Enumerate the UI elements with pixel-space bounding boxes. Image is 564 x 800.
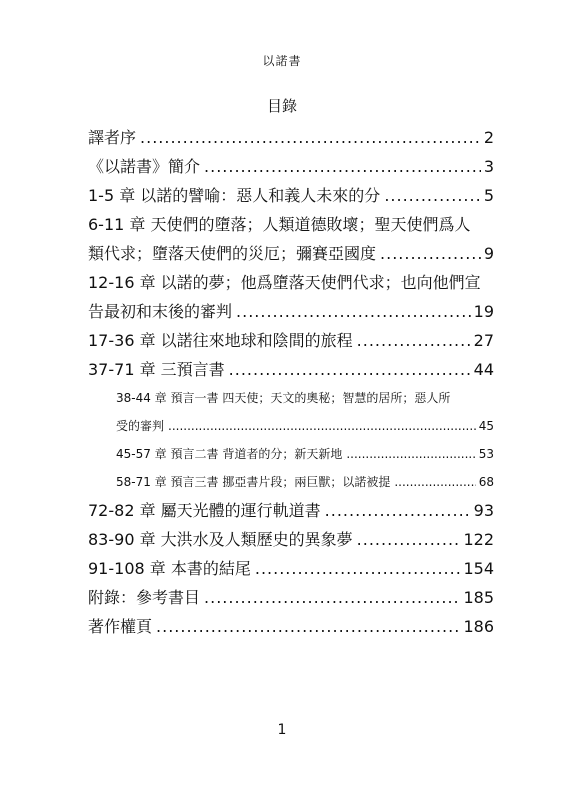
toc-entry-chapters-72-82[interactable]: [88, 496, 494, 525]
toc-sub-entry-chapters-45-57[interactable]: [116, 440, 494, 468]
toc-entry-preface[interactable]: [88, 123, 494, 152]
toc-entry-text-line2: 告最初和末後的審判: [88, 302, 233, 321]
dot-leader: [236, 297, 471, 326]
toc-sub-entry-chapters-58-71[interactable]: [116, 468, 494, 496]
toc-entry-chapters-17-36[interactable]: [88, 326, 494, 355]
toc-entry-page: 122: [463, 530, 494, 549]
toc-entry-text-line1: 12-16 章 以諾的夢；他爲墮落天使們代求；也向他們宣: [88, 273, 481, 292]
toc-entry-text: 37-71 章 三預言書: [88, 360, 225, 379]
toc-entry-text-line2: 受的審判: [116, 419, 165, 433]
dot-leader: [255, 554, 461, 583]
toc-entry-introduction[interactable]: [88, 152, 494, 181]
toc-entry-page: 93: [473, 501, 494, 520]
toc-entry-text: 72-82 章 屬天光體的運行軌道書: [88, 501, 321, 520]
toc-entry-page: 44: [473, 360, 494, 379]
toc-entry-text: 1-5 章 以諾的譬喻：惡人和義人未來的分: [88, 186, 381, 205]
dot-leader: [384, 181, 481, 210]
toc-entry-page: 27: [473, 331, 494, 350]
running-header: 以諾書: [262, 54, 302, 68]
dot-leader: [357, 525, 461, 554]
toc-entry-text: 58-71 章 預言三書 挪亞書片段；兩巨獸；以諾被提: [116, 475, 391, 489]
toc-entry-page: 53: [478, 447, 494, 461]
dot-leader: [168, 412, 476, 440]
toc-entry-page: 5: [483, 186, 494, 205]
toc-entry-text: 著作權頁: [88, 617, 153, 636]
toc-entry-page: 9: [483, 244, 494, 263]
dot-leader: [346, 440, 475, 468]
toc-entry-text: 45-57 章 預言二書 背道者的分；新天新地: [116, 447, 343, 461]
toc-entry-text: 《以諾書》簡介: [88, 157, 201, 176]
toc-entry-appendix[interactable]: [88, 583, 494, 612]
toc-entry-chapters-37-71[interactable]: [88, 355, 494, 384]
toc-entry-chapters-6-11[interactable]: [88, 210, 494, 268]
dot-leader: [357, 326, 471, 355]
toc-entry-chapters-91-108[interactable]: [88, 554, 494, 583]
dot-leader: [204, 152, 481, 181]
toc-entry-text-line1: 38-44 章 預言一書 四天使；天文的奧秘；智慧的居所；惡人所: [116, 391, 451, 405]
toc-entry-page: 2: [483, 128, 494, 147]
toc-entry-page: 45: [478, 419, 494, 433]
toc-entry-text: 譯者序: [88, 128, 137, 147]
dot-leader: [156, 612, 460, 641]
toc-entry-page: 185: [463, 588, 494, 607]
toc-entry-copyright[interactable]: [88, 612, 494, 641]
dot-leader: [325, 496, 471, 525]
toc-sub-entries: [88, 384, 494, 496]
toc-entry-page: 19: [473, 302, 494, 321]
dot-leader: [380, 239, 481, 268]
dot-leader: [140, 123, 481, 152]
toc-entry-page: 68: [478, 475, 494, 489]
toc-entry-text-line1: 6-11 章 天使們的墮落；人類道德敗壞；聖天使們爲人: [88, 215, 471, 234]
toc-entry-text-line2: 類代求；墮落天使們的災厄；彌賽亞國度: [88, 244, 377, 263]
toc-sub-entry-chapters-38-44[interactable]: [116, 384, 494, 440]
toc-entry-text: 17-36 章 以諾往來地球和陰間的旅程: [88, 331, 353, 350]
toc-title: 目錄: [266, 97, 297, 115]
toc-entry-text: 附錄：參考書目: [88, 588, 201, 607]
table-of-contents: [88, 123, 494, 641]
dot-leader: [394, 468, 475, 496]
toc-entry-page: 154: [463, 559, 494, 578]
toc-entry-chapters-12-16[interactable]: [88, 268, 494, 326]
dot-leader: [229, 355, 471, 384]
toc-entry-text: 91-108 章 本書的結尾: [88, 559, 251, 578]
toc-entry-page: 186: [463, 617, 494, 636]
toc-entry-chapters-1-5[interactable]: [88, 181, 494, 210]
toc-entry-chapters-83-90[interactable]: [88, 525, 494, 554]
toc-entry-text: 83-90 章 大洪水及人類歷史的異象夢: [88, 530, 353, 549]
dot-leader: [204, 583, 460, 612]
page-number: 1: [277, 722, 287, 738]
toc-entry-page: 3: [483, 157, 494, 176]
